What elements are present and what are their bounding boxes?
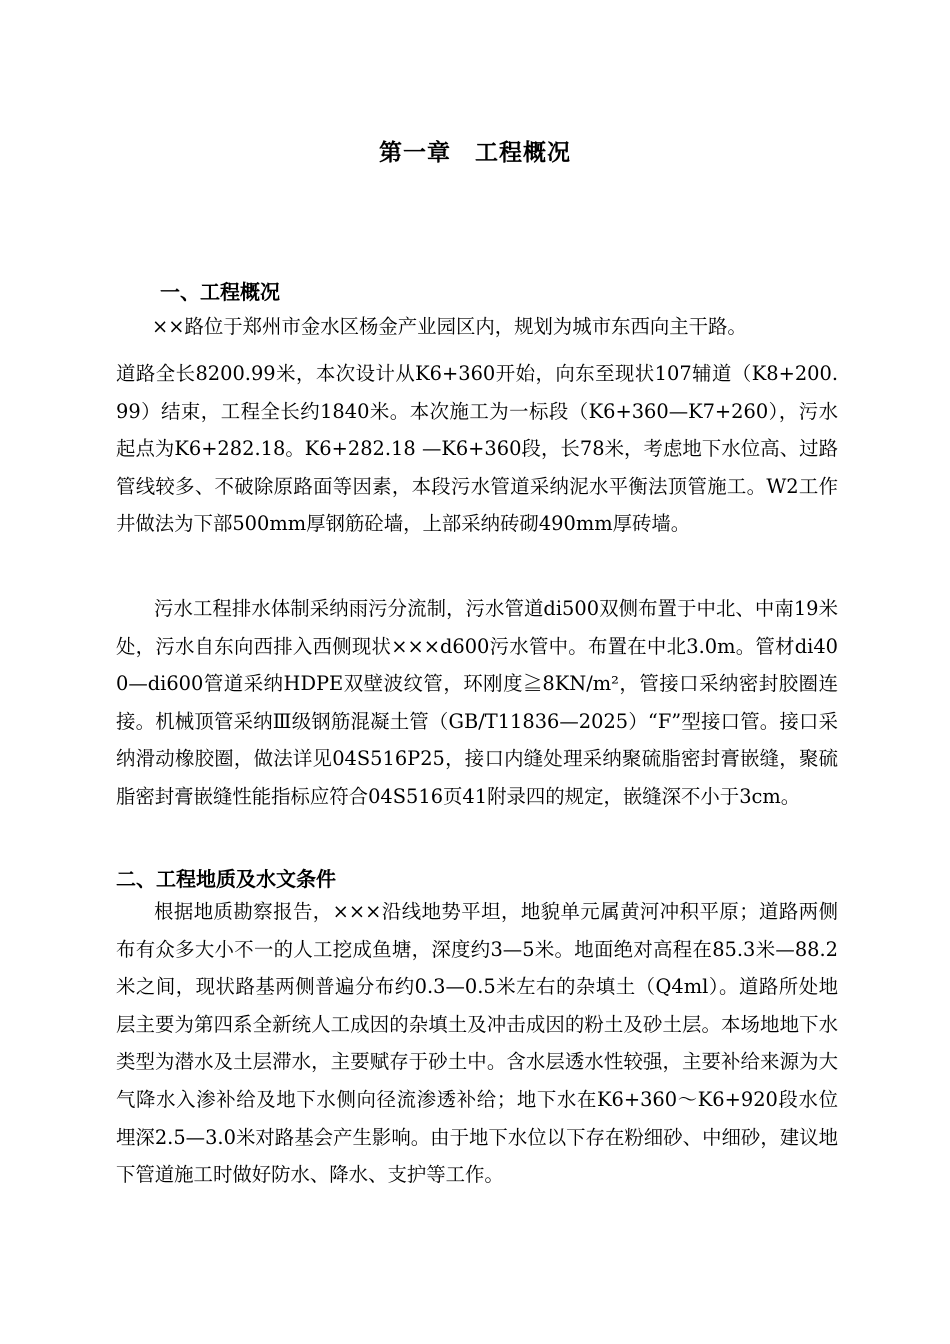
- intro-line: ××路位于郑州市金水区杨金产业园区内，规划为城市东西向主干路。: [152, 315, 747, 338]
- chapter-title: 第一章 工程概况: [379, 140, 571, 166]
- paragraph-road-length: 道路全长8200.99米，本次设计从K6+360开始，向东至现状107辅道（K8+200.99）结束，工程全长约1840米。本次施工为一标段（K6+360—K7+260），污水起点为K6+282.18。K6+282.18 —K6+360段，长78米，考虑地下水位高、过路管线较多、不破除原路面等因素，本段污水管道采纳泥水平衡法顶管施工。W2工作井做法为下部500mm厚钢筋砼墙，上部采纳砖砌490mm厚砖墙。: [116, 362, 838, 536]
- paragraph-sewage-system: 污水工程排水体制采纳雨污分流制，污水管道di500双侧布置于中北、中南19米处，污水自东向西排入西侧现状×××d600污水管中。布置在中北3.0m。管材di400—di600管道采纳HDPE双壁波纹管，环刚度≧8KN/m²，管接口采纳密封胶圈连接。机械顶管采纳Ⅲ级钢筋混凝土管（GB/T11836—2025）“F”型接口管。接口采纳滑动橡胶圈，做法详见04S516P25，接口内缝处理采纳聚硫脂密封膏嵌缝，聚硫脂密封膏嵌缝性能指标应符合04S516页41附录四的规定，嵌缝深不小于3cm。: [116, 597, 838, 808]
- paragraph-geology: 根据地质勘察报告，×××沿线地势平坦，地貌单元属黄河冲积平原；道路两侧布有众多大小不一的人工挖成鱼塘，深度约3—5米。地面绝对高程在85.3米—88.2米之间，现状路基两侧普遍分布约0.3—0.5米左右的杂填土（Q4ml）。道路所处地层主要为第四系全新统人工成因的杂填土及冲击成因的粉土及砂土层。本场地地下水类型为潜水及土层滞水，主要赋存于砂土中。含水层透水性较强，主要补给来源为大气降水入渗补给及地下水侧向径流渗透补给；地下水在K6+360～K6+920段水位埋深2.5—3.0米对路基会产生影响。由于地下水位以下存在粉细砂、中细砂，建议地下管道施工时做好防水、降水、支护等工作。: [116, 900, 838, 1187]
- section-heading-overview: 一、工程概况: [160, 280, 280, 304]
- section-heading-geology: 二、工程地质及水文条件: [116, 867, 336, 891]
